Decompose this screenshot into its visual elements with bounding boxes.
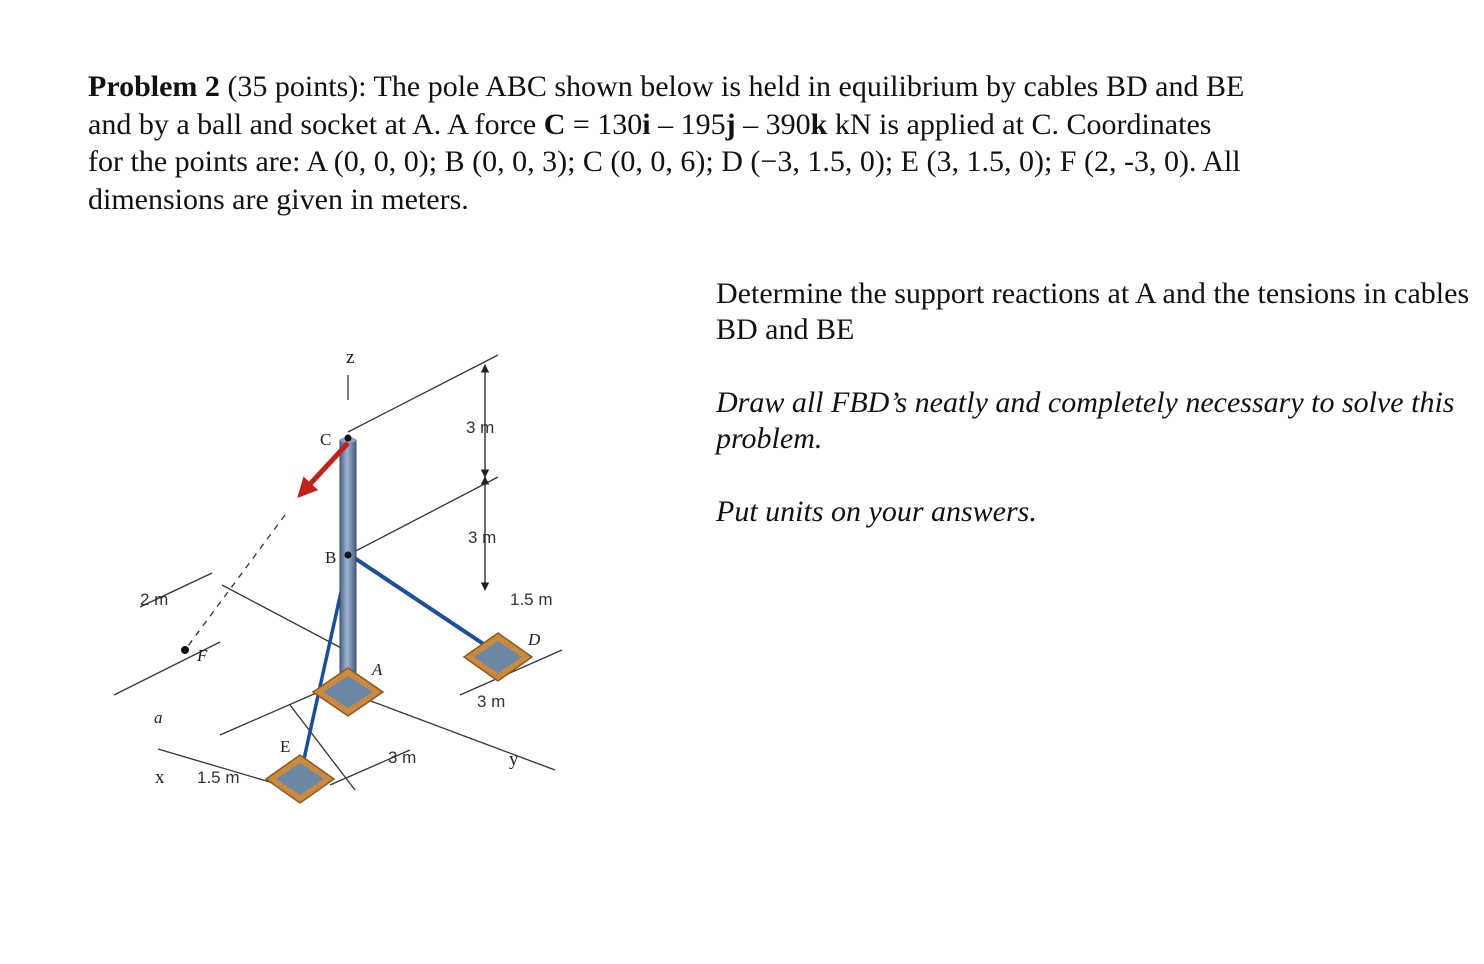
task-draw-fbd: Draw all FBD’s neatly and completely necessary to solve this problem. [716,386,1455,455]
support-e [266,755,334,803]
dim-middle-3m: 3 m [468,528,497,547]
point-b-label: B [325,548,337,567]
problem-line4: dimensions are given in meters. [88,182,469,216]
task-determine: Determine the support reactions at A and the tensions in cables BD and BE [716,277,1470,346]
point-a-small-label: a [154,708,163,727]
unit-vector-i: i [642,107,651,141]
problem-heading: Problem 2 [88,70,220,103]
point-e-label: E [280,737,291,756]
problem-statement [88,68,1388,218]
y-axis-label: y [509,749,519,770]
force-k-value: – 390 [735,107,811,141]
dim-left-2m: 2 m [140,590,169,609]
pole-abc [340,440,356,685]
point-c-dot [345,435,352,442]
dim-bottom-3m: 3 m [388,748,417,767]
construction-lines [114,355,562,790]
f-ref-line [222,585,345,650]
point-f-dot [181,646,189,654]
pole-figure [100,255,580,815]
dim-d-1-5m: 1.5 m [510,590,553,609]
dim-d-3m: 3 m [477,692,506,711]
force-i-value: = 130 [565,107,643,141]
force-j-value: – 195 [650,107,726,141]
problem-line3: for the points are: A (0, 0, 0); B (0, 0, 3); C (0, 0, 6); D (−3, 1.5, 0); E (3, 1.5, 0); F (2, -3, 0). All [88,145,1241,178]
task-list [716,276,1476,530]
z-axis-label: z [346,347,355,368]
problem-line2a: and by a ball and socket at A. A force [88,107,544,141]
x-axis-label: x [155,767,165,788]
problem-points-text: (35 points): The pole ABC shown below is held in equilibrium by cables BD and BE [219,70,1245,103]
point-f-label: F [197,646,208,665]
problem-line2e: kN is applied at C. Coordinates [827,107,1212,141]
task-units: Put units on your answers. [716,495,1037,528]
point-c-label: C [320,430,332,449]
point-a-label: A [372,660,383,679]
unit-vector-j: j [725,107,736,141]
unit-vector-k: k [810,107,828,141]
dim-bottom-1-5m: 1.5 m [197,768,240,787]
force-symbol: C [543,107,566,141]
cable-bd [350,555,500,655]
point-d-label: D [528,630,541,649]
point-b-dot [345,552,352,559]
force-line-of-action [185,515,285,650]
dim-upper-3m: 3 m [466,418,495,437]
